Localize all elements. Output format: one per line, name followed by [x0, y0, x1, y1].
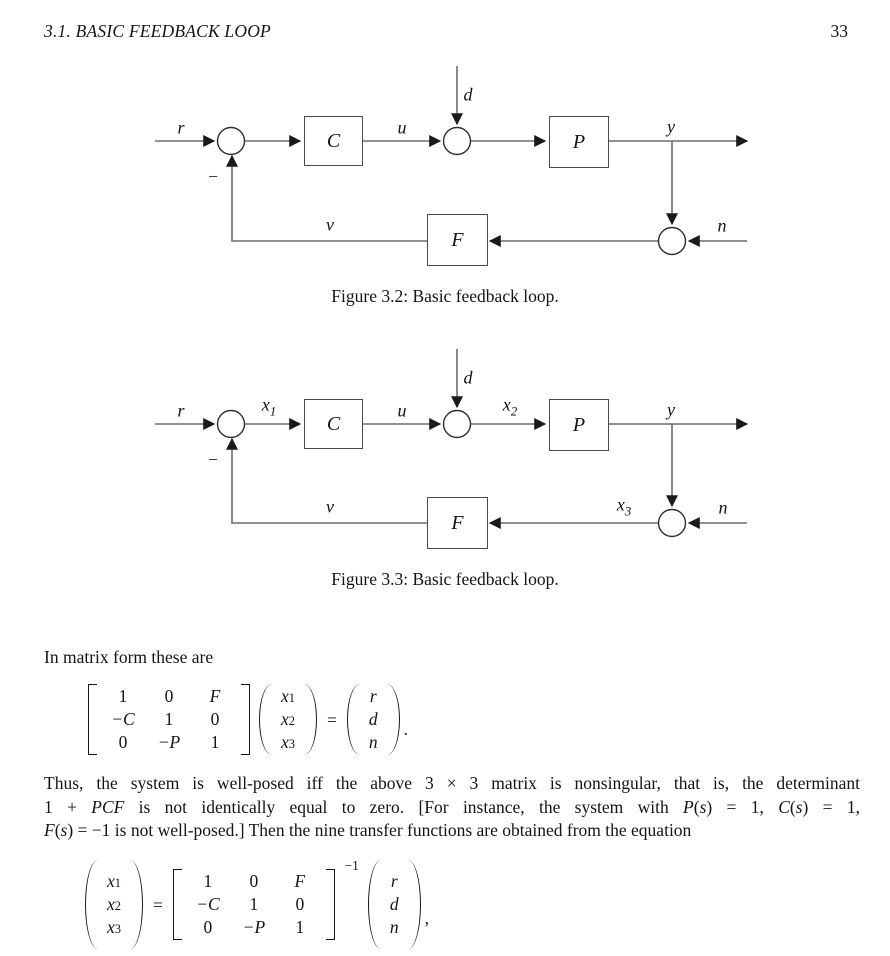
- signal-label-y: y: [667, 399, 675, 420]
- summing-junction-2: [444, 128, 471, 155]
- body-paragraph: [44, 772, 860, 843]
- state-vector: x 1 x 2 x 3: [259, 684, 317, 755]
- state-vector: x 1 x 2 x 3: [85, 860, 143, 949]
- paragraph-line: F(s) = −1 is not well-posed.] Then the nine transfer functions are obtained from the equation: [44, 820, 692, 841]
- left-bracket: [173, 869, 182, 940]
- filter-label: F: [451, 228, 464, 251]
- controller-label: C: [326, 412, 341, 435]
- summing-junction-1: [218, 128, 245, 155]
- end-comma: ,: [424, 908, 430, 928]
- block-plant: [549, 399, 609, 451]
- block-filter: [427, 214, 488, 266]
- signal-label-x1: $x_1$: [261, 394, 277, 419]
- signal-label-r: r: [177, 117, 185, 138]
- figure-3-2-caption: Figure 3.2: Basic feedback loop.: [331, 286, 559, 306]
- signal-label-d: d: [463, 84, 473, 105]
- signal-label-v: v: [326, 496, 334, 517]
- inverse-exponent: −1: [344, 858, 359, 873]
- coefficient-matrix-inverse: 1 0 F −C 1 0 0 −P 1 −1: [173, 869, 335, 940]
- signal-label-n: n: [718, 497, 728, 518]
- block-controller: [304, 116, 363, 166]
- equals-sign: =: [153, 895, 163, 915]
- block-controller: [304, 399, 363, 449]
- minus-sign: −: [208, 167, 218, 186]
- input-vector: r d n: [368, 860, 421, 949]
- left-paren: [368, 860, 381, 949]
- right-bracket: [241, 684, 250, 755]
- block-plant: [549, 116, 609, 168]
- minus-sign: −: [208, 450, 218, 469]
- signal-label-r: r: [177, 400, 185, 421]
- signal-label-d: d: [463, 367, 473, 388]
- signal-label-y: y: [667, 116, 675, 137]
- right-bracket: [326, 869, 335, 940]
- signal-label-v: v: [326, 214, 334, 235]
- signal-label-x2: $x_2$: [502, 394, 518, 419]
- equation-transfer-functions: [85, 860, 429, 949]
- plant-label: P: [572, 130, 586, 153]
- filter-label: F: [451, 511, 464, 534]
- page-number: 33: [830, 21, 848, 41]
- plant-label: P: [572, 413, 586, 436]
- summing-junction-3: [659, 228, 686, 255]
- summing-junction-3: [659, 510, 686, 537]
- signal-label-n: n: [717, 215, 727, 236]
- coefficient-matrix: 1 0 F −C 1 0 0 −P 1: [88, 684, 250, 755]
- end-period: .: [403, 719, 409, 739]
- section-heading: 3.1. BASIC FEEDBACK LOOP: [44, 21, 271, 41]
- left-bracket: [88, 684, 97, 755]
- input-vector: r d n: [347, 684, 400, 755]
- right-paren: [130, 860, 143, 949]
- left-paren: [347, 684, 360, 755]
- signal-label-x3: $x_3$: [616, 494, 632, 519]
- equation-matrix-form: [88, 684, 408, 755]
- figure-3-3-caption: Figure 3.3: Basic feedback loop.: [331, 569, 559, 589]
- right-paren: [408, 860, 421, 949]
- signal-label-u: u: [397, 117, 407, 138]
- left-paren: [85, 860, 98, 949]
- right-paren: [387, 684, 400, 755]
- equals-sign: =: [327, 710, 337, 730]
- right-paren: [304, 684, 317, 755]
- paragraph-line: Thus, the system is well-posed iff the above 3 × 3 matrix is nonsingular, that is, the determinant: [44, 773, 860, 793]
- block-filter: [427, 497, 488, 549]
- controller-label: C: [326, 129, 341, 152]
- intro-sentence: In matrix form these are: [44, 647, 214, 667]
- summing-junction-2: [444, 411, 471, 438]
- paragraph-line: 1 + PCF is not identically equal to zero. [For instance, the system with P(s) = 1, C(s) = 1,: [44, 796, 860, 817]
- summing-junction-1: [218, 411, 245, 438]
- signal-label-u: u: [397, 400, 407, 421]
- left-paren: [259, 684, 272, 755]
